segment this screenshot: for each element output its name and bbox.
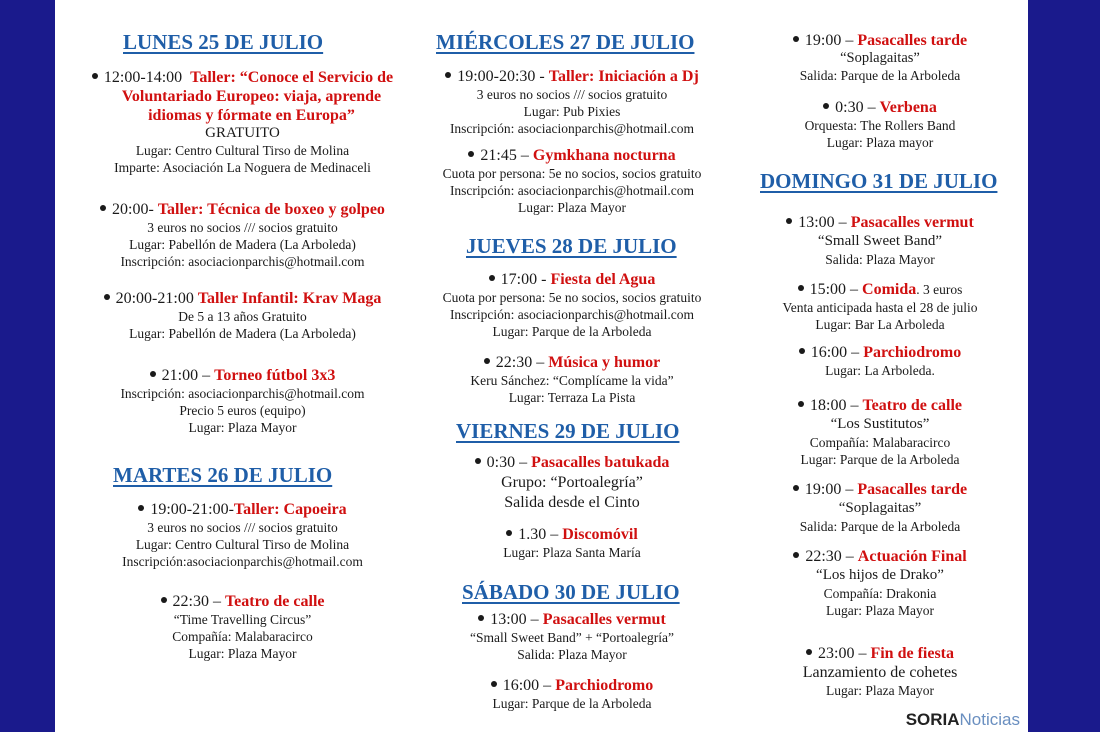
event-place: Lugar: Pabellón de Madera (La Arboleda) [129,326,356,341]
event-torneo-futbol [70,366,415,436]
event-place: Lugar: Centro Cultural Tirso de Molina [135,537,350,552]
bullet-icon [478,615,484,621]
event-signup: Inscripción: asociacionparchis@hotmail.com [120,254,365,269]
event-band: Orquesta: The Rollers Band [804,118,956,133]
event-taller-voluntariado [70,68,415,176]
event-signup: Inscripción:asociacionparchis@hotmail.com [122,554,363,569]
day-heading-viernes: VIERNES 29 DE JULIO [456,419,680,443]
event-title: Música y humor [548,354,661,371]
event-place: Lugar: Centro Cultural Tirso de Molina [135,143,350,158]
event-company: Compañía: Drakonia [823,586,937,601]
event-band: “Small Sweet Band” [817,233,943,249]
event-place: Lugar: Plaza Santa María [503,545,641,560]
day-heading-lunes: LUNES 25 DE JULIO [123,30,324,54]
bullet-icon [823,103,829,109]
event-description: Lanzamiento de cohetes [802,664,958,681]
event-time: 13:00 – [490,611,543,628]
event-title: Teatro de calle [862,397,962,414]
event-group: Grupo: “Portoalegría” [501,474,643,491]
event-place: Lugar: Plaza Mayor [188,646,297,661]
event-sab-verbena [745,98,1015,151]
event-title: Fiesta del Agua [550,271,656,288]
event-price: Cuota por persona: 5e no socios, socios gratuito [442,166,702,181]
event-gymkhana [417,146,727,216]
event-time: 19:00 – [804,481,858,498]
event-place: Lugar: Plaza Mayor [518,200,626,215]
bullet-icon [445,72,451,78]
event-place: Salida desde el Cinto [504,494,640,511]
event-title: Comida [862,281,917,298]
event-title: Taller: Iniciación a Dj [548,68,699,85]
event-sab-pasacalles-tarde [745,31,1015,84]
bullet-icon [484,358,490,364]
event-discomovil [417,525,727,561]
event-musica-humor [417,353,727,406]
event-title: Actuación Final [857,548,967,565]
event-place: Lugar: Plaza Mayor [826,603,934,618]
event-batukada [417,453,727,512]
event-time: 12:00-14:00 [103,69,183,86]
event-taller-boxeo [70,200,415,270]
bullet-icon [468,151,474,157]
event-place: Lugar: Terraza La Pista [508,390,636,405]
event-place: Lugar: Plaza mayor [826,135,934,150]
logo-part1: SORIA [905,710,960,729]
event-bands: “Small Sweet Band” + “Portoalegría” [469,630,675,645]
bullet-icon [104,294,110,300]
event-performer: Keru Sánchez: “Complícame la vida” [470,373,674,388]
bullet-icon [793,485,799,491]
event-show: “Los hijos de Drako” [816,567,944,583]
event-sab-pasacalles-vermut [417,610,727,663]
event-title: Taller: Técnica de boxeo y golpeo [157,201,385,218]
bullet-icon [92,73,98,79]
bullet-icon [798,285,804,291]
bullet-icon [799,348,805,354]
event-time: 22:30 – [805,548,858,565]
bullet-icon [150,371,156,377]
event-price: 3 euros no socios /// socios gratuito [147,520,338,535]
event-place: Salida: Plaza Mayor [825,252,935,267]
event-time: 18:00 – [810,397,863,414]
event-title: Pasacalles tarde [857,481,968,498]
event-company: Compañía: Malabaracirco [809,435,951,450]
event-signup: Inscripción: asociacionparchis@hotmail.com [449,121,695,136]
event-krav-maga [70,289,415,342]
event-title: Pasacalles batukada [531,454,670,471]
event-time: 16:00 – [810,344,864,361]
event-price: 3 euros no socios /// socios gratuito [147,220,338,235]
event-company: Compañía: Malabaracirco [172,629,313,644]
bullet-icon [806,649,812,655]
event-signup: Inscripción: asociacionparchis@hotmail.com [449,183,695,198]
event-time: 13:00 – [798,214,851,231]
event-time: 19:00 – [804,32,858,49]
event-title: Taller: “Conoce el Servicio de [190,69,394,86]
event-place: Lugar: Parque de la Arboleda [492,324,652,339]
day-heading-jueves: JUEVES 28 DE JULIO [466,234,677,258]
event-dom-pasacalles-tarde [745,480,1015,535]
event-place: Lugar: Plaza Mayor [188,420,297,435]
bullet-icon [793,552,799,558]
event-teatro-time-travelling [70,592,415,662]
event-show: “Time Travelling Circus” [173,612,312,627]
event-title: Verbena [879,99,937,116]
event-price: GRATUITO [205,125,280,141]
event-show: “Soplagaitas” [840,50,920,66]
event-show: “Soplagaitas” [838,500,922,516]
event-sab-parchiodromo [417,676,727,712]
event-time: 21:00 – [161,367,215,384]
day-heading-sabado: SÁBADO 30 DE JULIO [462,580,680,604]
event-time: 19:00-21:00- [150,501,234,518]
bullet-icon [161,597,167,603]
event-price: Cuota por persona: 5e no socios, socios gratuito [442,290,702,305]
bullet-icon [793,36,799,42]
event-place: Lugar: Pub Pixies [523,104,621,119]
event-title: Pasacalles tarde [857,32,968,49]
event-time: 20:00- [112,201,158,218]
day-heading-miercoles: MIÉRCOLES 27 DE JULIO [436,30,695,54]
event-dom-pasacalles-vermut [745,213,1015,268]
event-price: De 5 a 13 años Gratuito [178,309,307,324]
event-time: 22:30 – [172,593,225,610]
event-place: Salida: Parque de la Arboleda [799,68,961,83]
event-price: Precio 5 euros (equipo) [179,403,306,418]
event-time: 0:30 – [835,99,880,116]
event-place: Lugar: Bar La Arboleda [815,317,945,332]
event-capoeira [70,500,415,570]
bullet-icon [798,401,804,407]
bullet-icon [489,275,495,281]
event-title: Discomóvil [562,526,638,543]
event-signup: Inscripción: asociacionparchis@hotmail.com [120,386,365,401]
bullet-icon [138,505,144,511]
event-title: Pasacalles vermut [542,611,666,628]
event-place: Lugar: Parque de la Arboleda [800,452,960,467]
day-heading-martes: MARTES 26 DE JULIO [113,463,333,487]
event-time: 16:00 – [502,677,556,694]
event-title-line2: Voluntariado Europeo: viaja, aprende [121,88,382,105]
event-title: Pasacalles vermut [850,214,974,231]
event-time: 19:00-20:30 - [457,68,549,85]
event-place: Salida: Parque de la Arboleda [799,519,961,534]
event-time: 23:00 – [818,645,871,662]
event-dj [417,67,727,137]
bullet-icon [100,205,106,211]
event-dom-fin-fiesta [745,644,1015,699]
event-signup: Inscripción: asociacionparchis@hotmail.com [449,307,695,322]
logo-part2: Noticias [959,710,1020,729]
event-time: 1.30 – [518,526,563,543]
event-place: Salida: Plaza Mayor [517,647,627,662]
event-time: 22:30 – [495,354,549,371]
event-place: Lugar: Parque de la Arboleda [492,696,652,711]
day-heading-domingo: DOMINGO 31 DE JULIO [760,169,998,193]
event-time: 15:00 – [809,281,863,298]
event-place: Lugar: La Arboleda. [825,363,935,378]
event-dom-actuacion-final [745,547,1015,619]
program-sheet [55,0,1028,732]
event-time: 20:00-21:00 [115,290,198,307]
event-title: Gymkhana nocturna [532,147,676,164]
event-time: 0:30 – [486,454,532,471]
event-title: Taller Infantil: Krav Maga [197,290,382,307]
event-title-line3: idiomas y fórmate en Europa” [148,107,355,124]
event-title: Fin de fiesta [870,645,954,662]
event-fiesta-agua [417,270,727,340]
event-time: 21:45 – [480,147,533,164]
event-presale: Venta anticipada hasta el 28 de julio [782,300,978,315]
event-price: . 3 euros [916,282,963,297]
event-dom-comida [745,280,1015,333]
event-dom-parchiodromo [745,343,1015,379]
event-place: Lugar: Plaza Mayor [826,683,934,698]
soria-noticias-logo [906,710,1020,730]
bullet-icon [506,530,512,536]
event-price: 3 euros no socios /// socios gratuito [476,87,668,102]
event-title: Parchiodromo [863,344,962,361]
event-title: Torneo fútbol 3x3 [214,367,336,384]
event-organizer: Imparte: Asociación La Noguera de Medinaceli [114,160,371,175]
event-time: 17:00 - [500,271,551,288]
bullet-icon [491,681,497,687]
event-title: Teatro de calle [224,593,325,610]
event-dom-teatro [745,396,1015,468]
event-show: “Los Sustitutos” [830,416,930,432]
bullet-icon [786,218,792,224]
bullet-icon [475,458,481,464]
event-place: Lugar: Pabellón de Madera (La Arboleda) [129,237,356,252]
event-title: Parchiodromo [555,677,654,694]
event-title: Taller: Capoeira [233,501,347,518]
